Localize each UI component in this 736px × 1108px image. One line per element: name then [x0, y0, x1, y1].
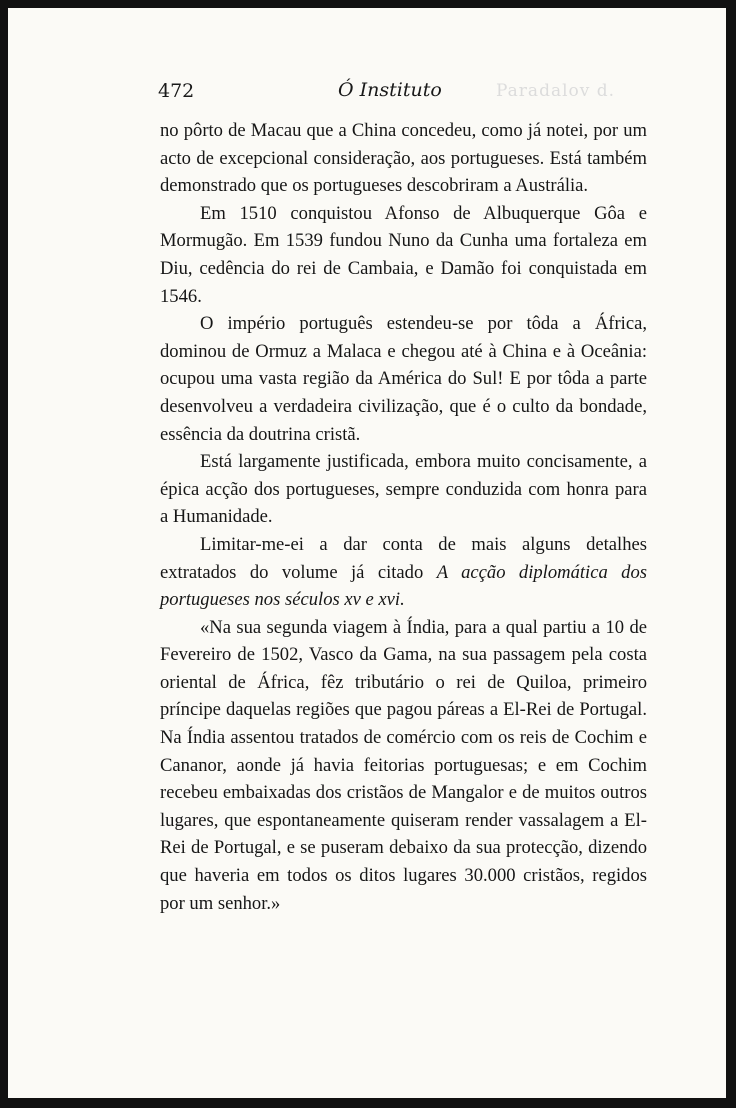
paragraph-5 — [160, 531, 647, 614]
running-title: Ó Instituto — [338, 79, 442, 101]
paragraph-4: Está largamente justificada, embora muito concisamente, a épica acção dos portugueses, sempre conduzida com honra para a Humanidade. — [160, 451, 647, 528]
paragraph-1: no pôrto de Macau que a China concedeu, como já notei, por um acto de excepcional consideração, aos portugueses. Está também demonstrado que os portugueses descobriram a Austrália. — [160, 120, 647, 197]
paragraph-3: O império português estendeu-se por tôda a África, dominou de Ormuz a Malaca e chegou até à China e à Oceânia: ocupou uma vasta região da América do Sul! E por tôda a parte desenvolveu a verdadeira civilização, que é o culto da bondade, essência da doutrina cristã. — [160, 313, 647, 445]
paragraph-2: Em 1510 conquistou Afonso de Albuquerque Gôa e Mormugão. Em 1539 fundou Nuno da Cunha uma fortaleza em Diu, cedência do rei de Cambaia, e Damão foi conquistada em 1546. — [160, 202, 647, 307]
book-page — [8, 8, 726, 1098]
paragraph-6-quotation: «Na sua segunda viagem à Índia, para a qual partiu a 10 de Fevereiro de 1502, Vasco da Gama, na sua passagem pela costa oriental de África, fêz tributário o rei de Quiloa, primeiro príncipe daquelas regiões que pagou páreas a El-Rei de Portugal. Na Índia assentou tratados de comércio com os reis de Cochim e Cananor, aonde já havia feitorias portuguesas; e em Cochim recebeu embaixadas dos cristãos de Mangalor e de muitos outros lugares, que espontaneamente quiseram render vassalagem a El-Rei de Portugal, e se puseram debaixo da sua protecção, dizendo que haveria em todos os ditos lugares 30.000 cristãos, regidos por um senhor.» — [160, 616, 647, 914]
body-text — [160, 117, 647, 917]
bleed-through-text: Paradalov d. — [496, 81, 616, 101]
page-header — [158, 74, 658, 104]
paragraph-5-text: Limitar-me-ei a dar conta de mais alguns detalhes extratados do volume já citado — [160, 533, 647, 583]
book-title-citation: A acção diplomática dos portugueses nos séculos xv e xvi. — [160, 561, 647, 611]
page-number: 472 — [158, 80, 195, 102]
